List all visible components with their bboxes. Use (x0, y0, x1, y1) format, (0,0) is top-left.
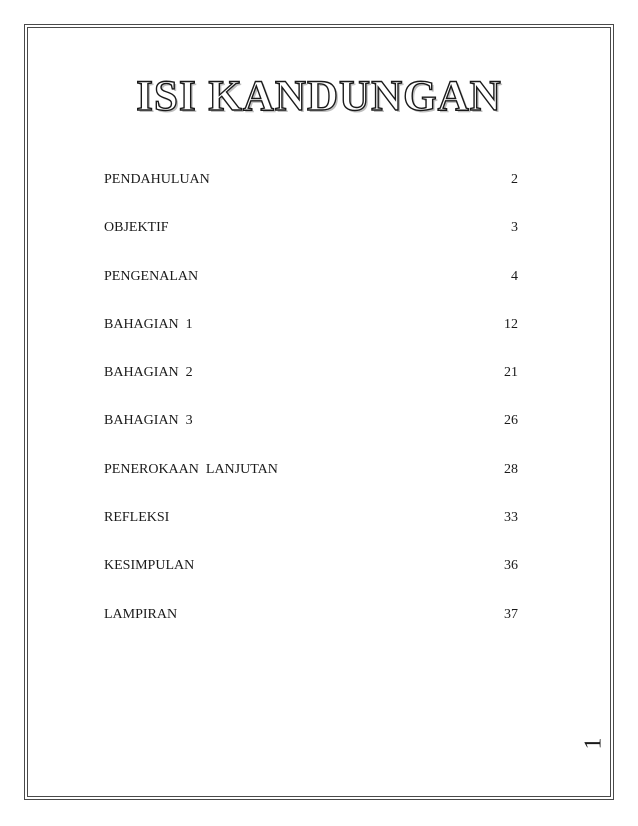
toc-entry-page: 3 (511, 220, 518, 236)
page-title: ISI KANDUNGAN (136, 73, 502, 120)
toc-entry (104, 460, 524, 508)
toc-entry-label: PENDAHULUAN (104, 172, 210, 187)
toc-entry-label: KESIMPULAN (104, 558, 195, 574)
toc-entry-label: PENGENALAN (104, 268, 199, 284)
toc-entry-page: 21 (504, 365, 518, 381)
toc-entry-label: OBJEKTIF (104, 220, 169, 236)
toc-entry-page: 37 (504, 606, 518, 622)
toc-entry (104, 411, 524, 459)
toc-entry (104, 170, 524, 218)
toc-entry-label: PENEROKAAN LANJUTAN (104, 461, 278, 477)
toc-entry-label: LAMPIRAN (104, 606, 178, 622)
toc-entry (104, 508, 524, 556)
toc-entry-page: 33 (504, 510, 518, 526)
toc-entry (104, 267, 524, 315)
toc-entry-page: 2 (511, 172, 518, 187)
toc-entry-page: 36 (504, 558, 518, 574)
toc-entry (104, 315, 524, 363)
toc-entry (104, 363, 524, 411)
toc-entry (104, 218, 524, 266)
toc-entry-page: 26 (504, 413, 518, 429)
toc-entry-label: BAHAGIAN 1 (104, 316, 193, 332)
toc-entry-label: REFLEKSI (104, 510, 170, 526)
toc-entry-page: 28 (504, 461, 518, 477)
toc-entry (104, 556, 524, 604)
toc-entry-page: 4 (511, 268, 518, 284)
page-number: 1 (580, 737, 607, 750)
table-of-contents (104, 170, 524, 653)
toc-entry-label: BAHAGIAN 3 (104, 413, 193, 429)
toc-entry-page: 12 (504, 316, 518, 332)
toc-entry-label: BAHAGIAN 2 (104, 365, 193, 381)
toc-entry (104, 605, 524, 653)
